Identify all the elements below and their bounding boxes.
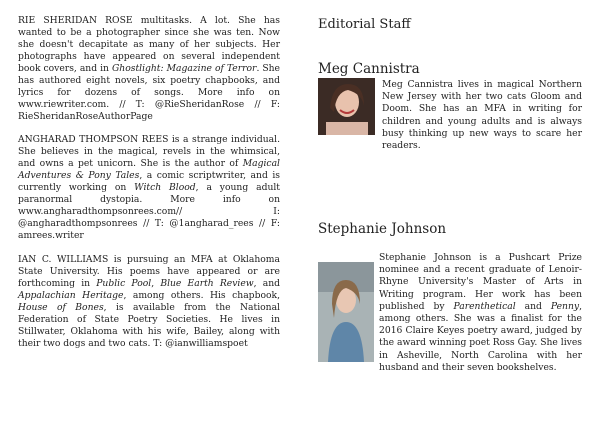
- meg-cannistra-photo: [318, 78, 375, 135]
- publication-title: Witch Blood: [134, 182, 196, 193]
- publication-title: Blue Earth Review: [160, 278, 254, 289]
- bio-text: , and: [253, 278, 281, 289]
- contributor-name: ANGHARAD THOMPSON REES: [18, 134, 169, 145]
- bio-text: , a comic scriptwriter, and is currently working on: [18, 170, 280, 193]
- bio-text: and: [515, 300, 551, 312]
- bio-text: is a strange individual. She believes in the magical, revels in the whimsical, and owns a pet unicorn. She is the author of: [18, 134, 280, 169]
- bio-text: ,: [151, 278, 161, 289]
- stephanie-johnson-photo: [318, 262, 374, 362]
- portrait-icon: [318, 262, 374, 362]
- bio-text: is pursuing an MFA at Oklahoma State University. His poems have appeared or are forthcoming in: [18, 254, 280, 289]
- bio-text: , is available from the National Federation of State Poetry Societies. He lives in Stillwater, Oklahoma with his wife, Bailey, along with their two dogs and two cats. T: @ianwilliamspoet: [18, 302, 280, 349]
- bio-ian-c-williams: [18, 254, 280, 350]
- portrait-icon: [318, 78, 375, 135]
- publication-title: Magical Adventures & Pony Tales: [18, 158, 280, 181]
- bio-text: . She has authored eight novels, six poetry chapbooks, and lyrics for dozens of songs. More info on www.riewriter.com. // T: @RieSheridanRose // F: RieSheridanRoseAuthorPage: [18, 63, 280, 122]
- bio-text: , a young adult paranormal dystopia. More info on www.angharadthompsonrees.com// I: @angharadthompsonrees // T: @1angharad_rees // F: amrees.writer: [18, 182, 280, 241]
- publication-title: Ghostlight: Magazine of Terror: [111, 63, 257, 74]
- staff-bio-stephanie-johnson: [379, 252, 582, 374]
- bio-rie-sheridan-rose: [18, 15, 280, 123]
- bio-text: Stephanie Johnson is a Pushcart Prize nominee and a recent graduate of Lenoir-Rhyne University's Master of Arts in Writing program. Her work has been published by: [379, 252, 582, 312]
- bio-text: , among others. She was a finalist for the 2016 Claire Keyes poetry award, judged by the award winning poet Ross Gay. She lives in Asheville, North Carolina with her husband and their seven bookshelves.: [379, 300, 582, 373]
- staff-name-stephanie-johnson: Stephanie Johnson: [318, 221, 447, 237]
- publication-title: Parenthetical: [453, 300, 516, 312]
- staff-name-meg-cannistra: Meg Cannistra: [318, 61, 420, 77]
- contributor-name: IAN C. WILLIAMS: [18, 254, 109, 265]
- bio-angharad-thompson-rees: [18, 134, 280, 242]
- bio-text: multitasks. A lot. She has wanted to be a photographer since she was ten. Now she doesn't decapitate as many of her subjects. Her photographs have appeared on several independent book covers, and in: [18, 15, 280, 74]
- section-title: Editorial Staff: [318, 17, 411, 32]
- publication-title: House of Bones: [18, 302, 104, 313]
- editorial-staff-section: [318, 0, 588, 424]
- publication-title: Appalachian Heritage: [18, 290, 124, 301]
- publication-title: Public Pool: [96, 278, 152, 289]
- publication-title: Penny: [550, 300, 580, 312]
- staff-bio-meg-cannistra: Meg Cannistra lives in magical Northern New Jersey with her two cats Gloom and Doom. She has an MFA in writing for children and young adults and is always busy thinking up new ways to scare her readers.: [382, 79, 582, 152]
- contributor-bios: [18, 15, 280, 362]
- bio-text: , among others. His chapbook,: [123, 290, 280, 301]
- contributor-name: RIE SHERIDAN ROSE: [18, 15, 133, 26]
